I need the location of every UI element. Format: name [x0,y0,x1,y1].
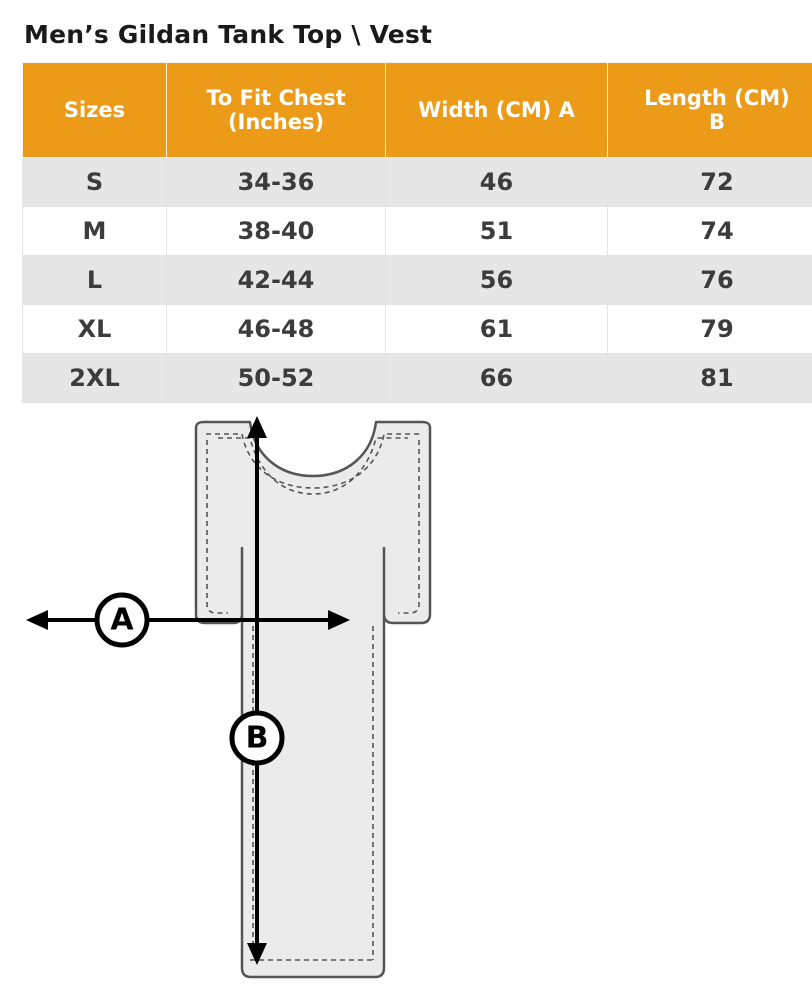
column-header-length [608,63,812,158]
table-row [23,207,812,256]
cell-length: 74 [608,207,812,256]
cell-width: 56 [386,256,608,305]
cell-length: 79 [608,305,812,354]
length-marker-b [232,713,282,763]
size-table [22,62,812,403]
garment-diagram [0,408,812,1000]
column-header-chest-line2: (Inches) [171,110,381,134]
cell-chest: 50-52 [167,354,386,403]
cell-size: XL [23,305,167,354]
cell-width: 51 [386,207,608,256]
cell-size: S [23,158,167,207]
width-marker-a-label: A [110,603,134,638]
length-marker-b-label: B [246,721,269,756]
cell-width: 46 [386,158,608,207]
table-header [23,63,812,158]
cell-size: L [23,256,167,305]
cell-length: 72 [608,158,812,207]
table-row [23,256,812,305]
column-header-length-line1: Length (CM) [612,86,812,110]
tank-top-outline [196,422,430,977]
column-header-sizes-line1: Sizes [27,98,162,122]
page-title: Men’s Gildan Tank Top \ Vest [24,20,432,49]
cell-chest: 34-36 [167,158,386,207]
column-header-length-line2: B [612,110,812,134]
cell-length: 81 [608,354,812,403]
width-marker-a [97,595,147,645]
cell-chest: 46-48 [167,305,386,354]
tank-top-illustration [26,416,430,977]
table-row [23,158,812,207]
cell-chest: 42-44 [167,256,386,305]
cell-chest: 38-40 [167,207,386,256]
column-header-chest [167,63,386,158]
cell-length: 76 [608,256,812,305]
cell-size: M [23,207,167,256]
table-row [23,354,812,403]
cell-size: 2XL [23,354,167,403]
table-body [23,158,812,403]
column-header-sizes [23,63,167,158]
column-header-width [386,63,608,158]
table-row [23,305,812,354]
column-header-width-line1: Width (CM) A [390,98,603,122]
column-header-chest-line1: To Fit Chest [171,86,381,110]
table-header-row [23,63,812,158]
cell-width: 61 [386,305,608,354]
cell-width: 66 [386,354,608,403]
